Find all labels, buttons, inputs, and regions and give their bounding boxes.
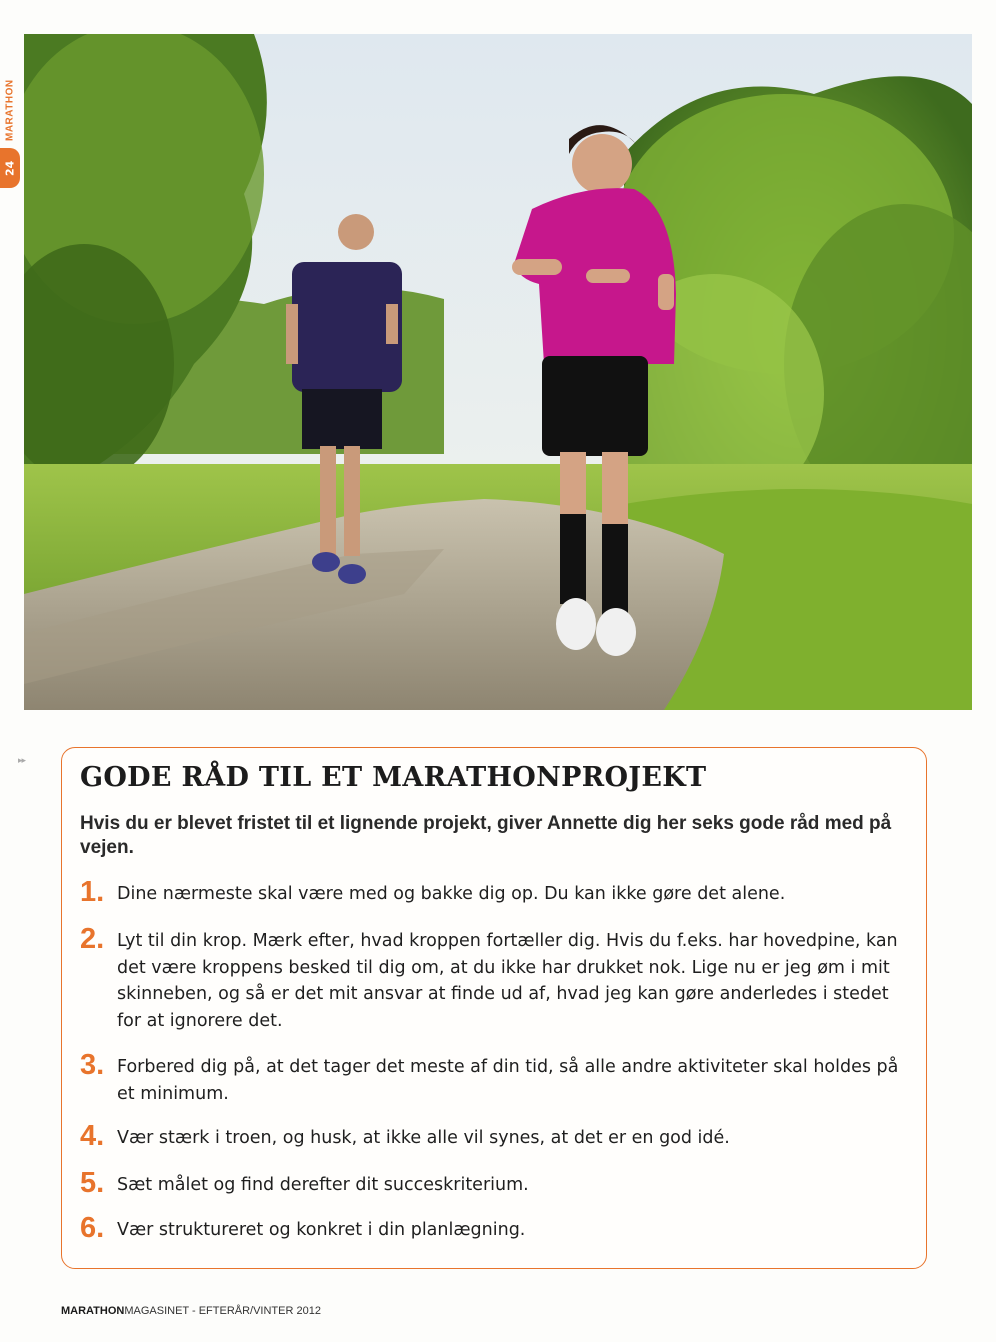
tip-text: Vær struktureret og konkret i din planlægning. xyxy=(117,1220,526,1240)
tip-item-1 xyxy=(80,876,920,908)
tips-intro: Hvis du er blevet fristet til et lignende projekt, giver Annette dig her seks gode råd med på vejen. xyxy=(80,813,892,858)
section-label: MARATHON xyxy=(4,79,16,141)
footer-brand: MARATHON xyxy=(61,1305,125,1317)
tip-text: Dine nærmeste skal være med og bakke dig op. Du kan ikke gøre det alene. xyxy=(117,884,786,904)
tip-number: 3. xyxy=(80,1049,105,1081)
tip-number: 1. xyxy=(80,876,105,908)
runners-photo-illustration xyxy=(24,34,972,710)
tip-item-2 xyxy=(80,923,920,1034)
tip-text: Vær stærk i troen, og husk, at ikke alle vil synes, at det er en god idé. xyxy=(117,1128,730,1148)
tip-item-5 xyxy=(80,1167,920,1199)
tip-item-6 xyxy=(80,1212,920,1244)
continuation-arrows: ▸▸ xyxy=(18,756,26,766)
runners-photo xyxy=(24,34,972,710)
tip-number: 4. xyxy=(80,1120,105,1152)
footer-issue: MAGASINET - EFTERÅR/VINTER 2012 xyxy=(124,1305,321,1317)
tip-text: Forbered dig på, at det tager det meste af din tid, så alle andre aktiviteter skal holdes på et minimum. xyxy=(117,1057,899,1104)
tip-text: Sæt målet og find derefter dit succeskriterium. xyxy=(117,1175,529,1195)
tip-item-3 xyxy=(80,1049,920,1107)
page-number: 24 xyxy=(3,160,17,176)
tip-number: 6. xyxy=(80,1212,105,1244)
tip-number: 5. xyxy=(80,1167,105,1199)
tips-title: GODE RÅD TIL ET MARATHONPROJEKT xyxy=(80,762,707,793)
tip-item-4 xyxy=(80,1120,920,1152)
page-footer xyxy=(61,1305,321,1317)
tip-number: 2. xyxy=(80,923,105,955)
tip-text: Lyt til din krop. Mærk efter, hvad kroppen fortæller dig. Hvis du f.eks. har hovedpine, kan det være kroppens besked til dig om, at du ikke har drukket nok. Lige nu er jeg øm i mit skinneben, og så er det mit ansvar at finde ud af, hvad jeg kan gøre anderledes i stedet for at ignorere det. xyxy=(117,931,898,1031)
